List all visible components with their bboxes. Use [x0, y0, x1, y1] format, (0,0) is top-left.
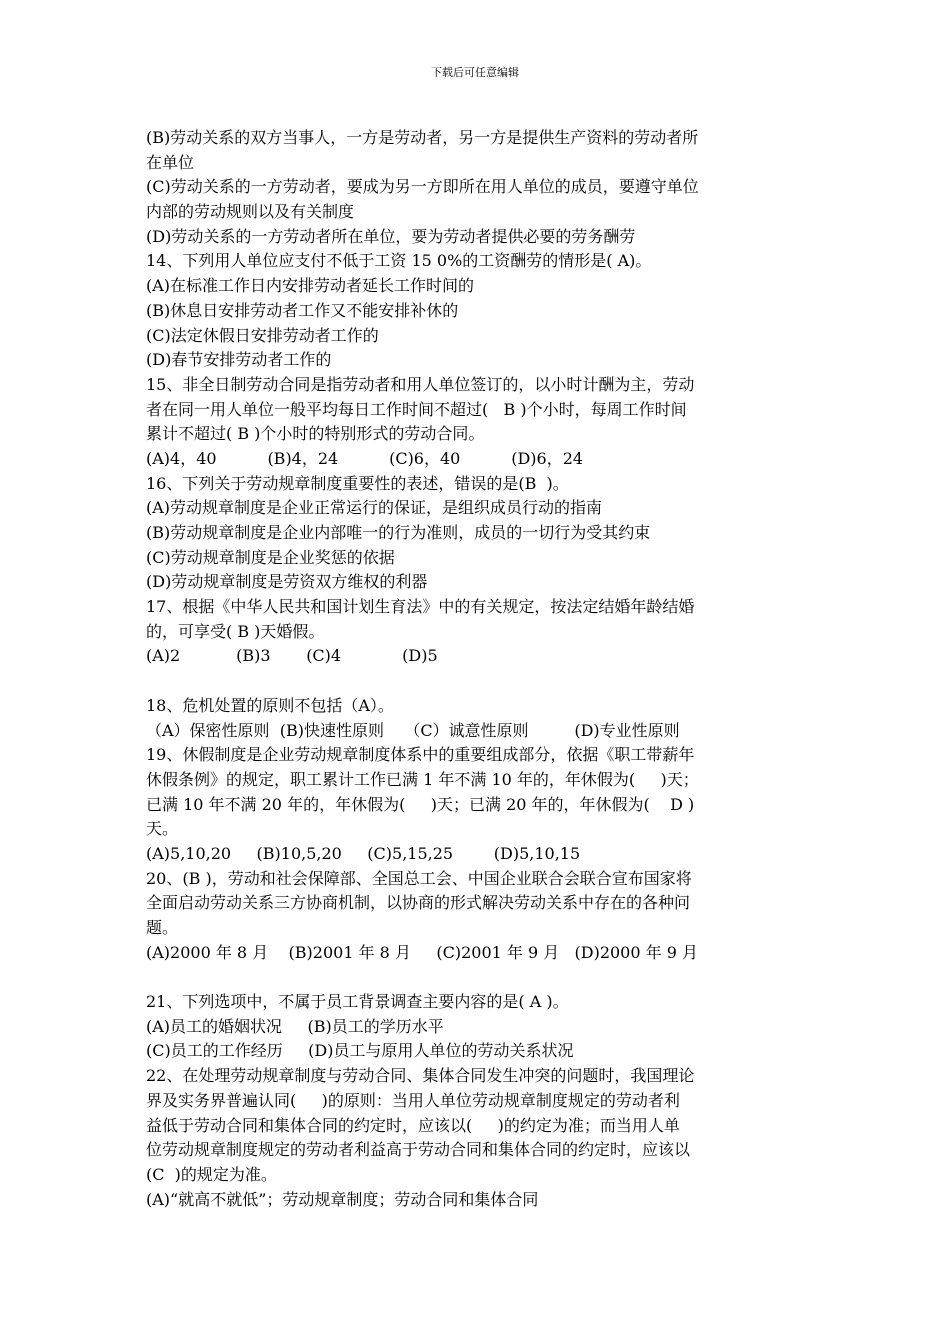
text-line: 18、危机处置的原则不包括（A）。 [146, 695, 394, 715]
text-line: (D)春节安排劳动者工作的 [146, 350, 332, 370]
text-line: 15、非全日制劳动合同是指劳动者和用人单位签订的，以小时计酬为主，劳动 [146, 374, 695, 394]
text-line: 休假条例》的规定，职工累计工作已满 1 年不满 10 年的，年休假为( )天； [146, 769, 699, 789]
text-line: (D)劳动关系的一方劳动者所在单位，要为劳动者提供必要的劳务酬劳 [146, 226, 636, 246]
blank-line [146, 965, 810, 990]
text-line: 累计不超过( B )个小时的特别形式的劳动合同。 [146, 424, 485, 444]
text-line: 者在同一用人单位一般平均每日工作时间不超过( B )个小时，每周工作时间 [146, 399, 687, 419]
text-line: 22、在处理劳动规章制度与劳动合同、集体合同发生冲突的问题时，我国理论 [146, 1066, 695, 1086]
text-line: 17、根据《中华人民共和国计划生育法》中的有关规定，按法定结婚年龄结婚 [146, 597, 695, 617]
text-line: (A)“就高不就低”；劳动规章制度；劳动合同和集体合同 [146, 1189, 539, 1209]
text-line: (C)法定休假日安排劳动者工作的 [146, 325, 379, 345]
text-line: 界及实务界普遍认同( )的原则：当用人单位劳动规章制度规定的劳动者利 [146, 1090, 680, 1110]
text-line: (A)2000 年 8 月 (B)2001 年 8 月 (C)2001 年 9 月 (D)2000 年 9 月 [146, 942, 698, 962]
text-line: 19、休假制度是企业劳动规章制度体系中的重要组成部分，依据《职工带薪年 [146, 745, 695, 765]
text-line: 已满 10 年不满 20 年的，年休假为( )天；已满 20 年的，年休假为( D ) [146, 794, 695, 814]
text-line: (A)劳动规章制度是企业正常运行的保证，是组织成员行动的指南 [146, 498, 603, 518]
text-line: (A)4，40 (B)4，24 (C)6，40 (D)6，24 [146, 448, 584, 468]
text-line: 全面启动劳动关系三方协商机制，以协商的形式解决劳动关系中存在的各种问 [146, 893, 691, 913]
text-line: 天。 [146, 819, 179, 839]
text-line: 21、下列选项中，不属于员工背景调查主要内容的是( A )。 [146, 992, 569, 1012]
document-body [146, 126, 810, 1212]
blank-line [146, 669, 810, 694]
text-line: （A）保密性原则 (B)快速性原则 （C）诚意性原则 (D)专业性原则 [146, 720, 680, 740]
text-line: 14、下列用人单位应支付不低于工资 15 0%的工资酬劳的情形是( A)。 [146, 251, 652, 271]
text-line: 16、下列关于劳动规章制度重要性的表述，错误的是(B )。 [146, 473, 569, 493]
text-line: (A)2 (B)3 (C)4 (D)5 [146, 646, 438, 666]
page-header: 下载后可任意编辑 [431, 66, 519, 79]
text-line: (A)5,10,20 (B)10,5,20 (C)5,15,25 (D)5,10,15 [146, 843, 581, 863]
text-line: (D)劳动规章制度是劳资双方维权的利器 [146, 572, 428, 592]
text-line: 内部的劳动规则以及有关制度 [146, 202, 355, 222]
text-line: 题。 [146, 918, 179, 937]
text-line: 20、(B )，劳动和社会保障部、全国总工会、中国企业联合会联合宣布国家将 [146, 868, 692, 888]
text-line: (B)劳动规章制度是企业内部唯一的行为准则，成员的一切行为受其约束 [146, 523, 651, 542]
text-line: 在单位 [146, 152, 195, 172]
text-line: 位劳动规章制度规定的劳动者利益高于劳动合同和集体合同的约定时，应该以 [146, 1140, 691, 1160]
text-line: (A)员工的婚姻状况 (B)员工的学历水平 [146, 1016, 444, 1036]
text-line: 的，可享受( B )天婚假。 [146, 621, 325, 641]
text-line: (A)在标准工作日内安排劳动者延长工作时间的 [146, 276, 475, 296]
text-line: (C)员工的工作经历 (D)员工与原用人单位的劳动关系状况 [146, 1041, 574, 1061]
text-line: (B)休息日安排劳动者工作又不能安排补休的 [146, 300, 459, 320]
text-line: 益低于劳动合同和集体合同的约定时，应该以( )的约定为准；而当用人单 [146, 1115, 680, 1135]
text-line: (C)劳动关系的一方劳动者，要成为另一方即所在用人单位的成员，要遵守单位 [146, 177, 699, 197]
text-line: (B)劳动关系的双方当事人，一方是劳动者，另一方是提供生产资料的劳动者所 [146, 128, 699, 147]
text-line: (C)劳动规章制度是企业奖惩的依据 [146, 547, 395, 567]
text-line: (C )的规定为准。 [146, 1164, 277, 1184]
